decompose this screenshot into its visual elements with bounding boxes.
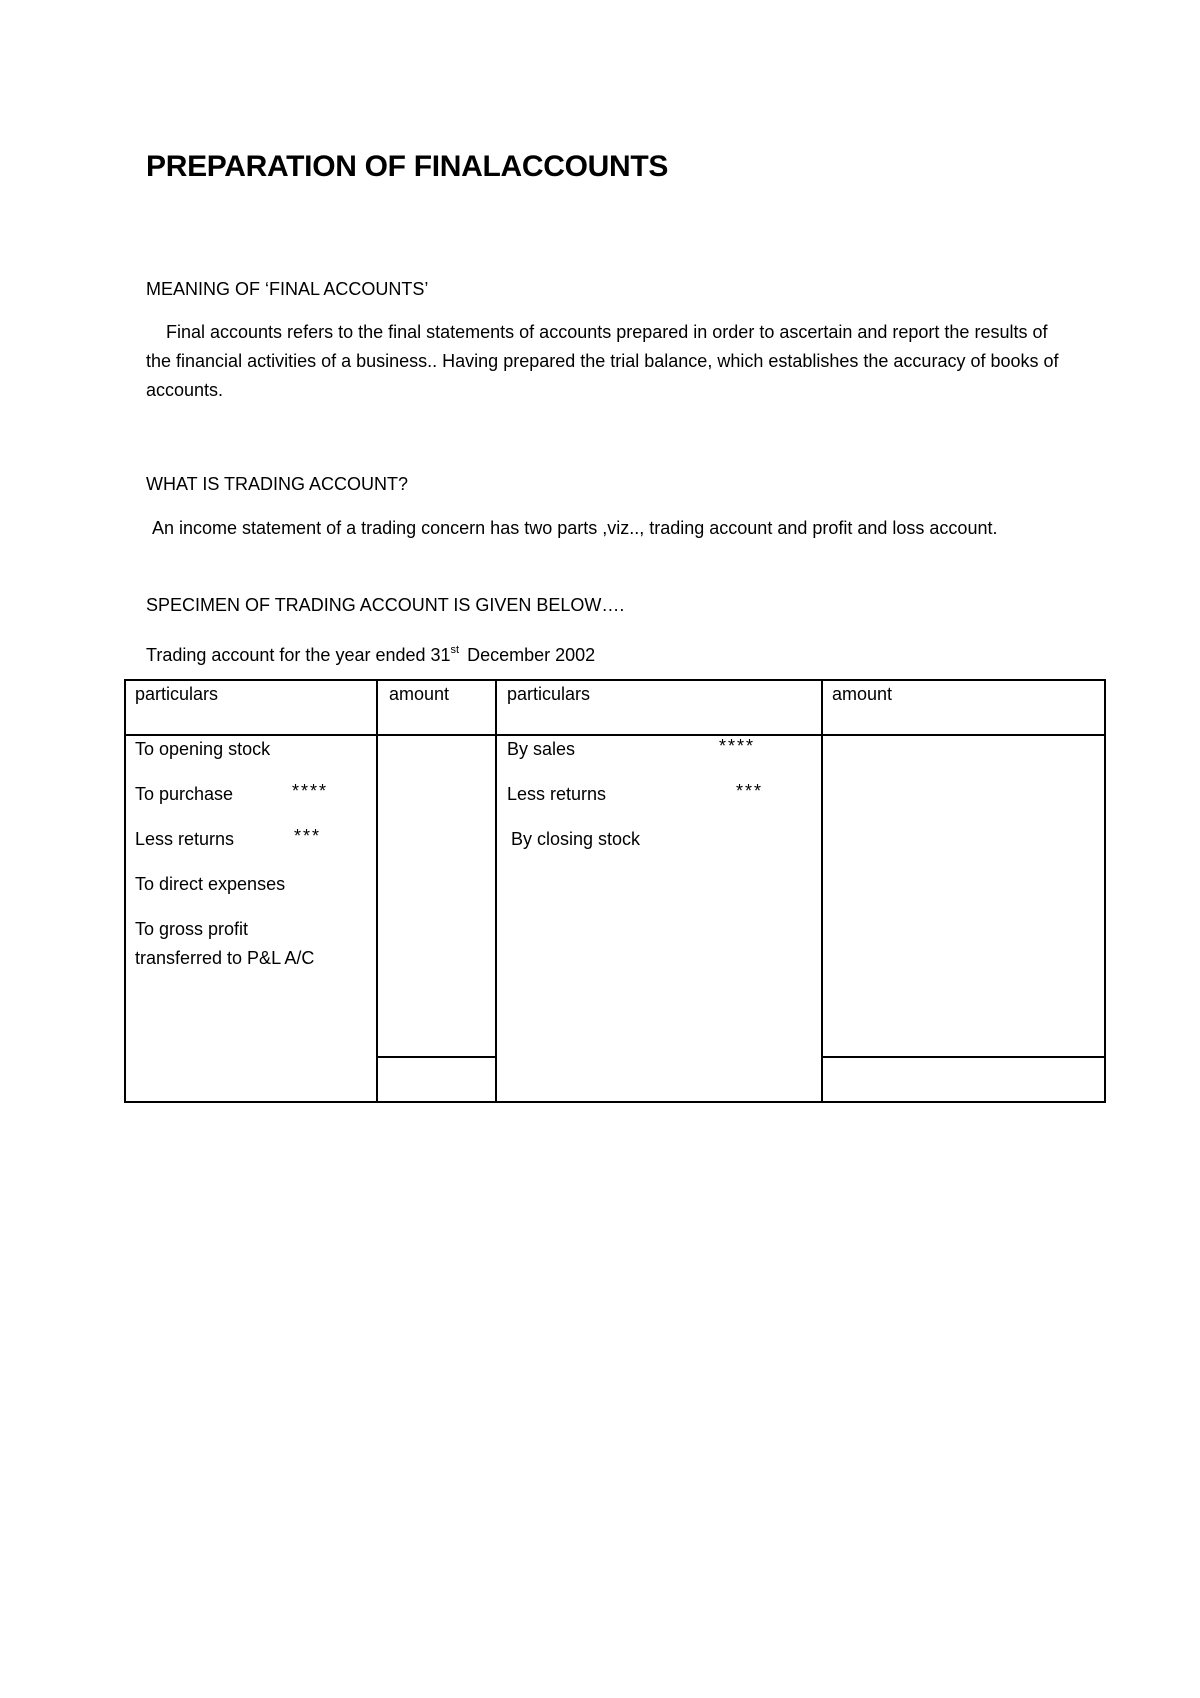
table-col-divider-3 xyxy=(821,679,823,1103)
credit-less-returns-stars: *** xyxy=(736,781,764,801)
caption-suffix: December 2002 xyxy=(467,645,596,665)
debit-amount-total-line xyxy=(376,1056,497,1058)
credit-amount-total-line xyxy=(821,1056,1106,1058)
debit-less-returns-stars: *** xyxy=(294,826,322,846)
debit-purchase-stars: **** xyxy=(292,781,329,801)
caption-prefix: Trading account for the year ended 31 xyxy=(146,645,451,665)
debit-direct-expenses: To direct expenses xyxy=(135,874,286,894)
debit-purchase: To purchase xyxy=(135,784,234,804)
trading-paragraph xyxy=(146,514,1066,543)
meaning-heading: MEANING OF ‘FINAL ACCOUNTS’ xyxy=(146,279,429,299)
table-border-top xyxy=(124,679,1106,681)
table-border-left xyxy=(124,679,126,1103)
header-credit-particulars: particulars xyxy=(507,684,591,704)
meaning-paragraph-text: Final accounts refers to the final statements of accounts prepared in order to ascertain and report the results of the financial activities of a business.. Having prepared the trial balance, which establishes the accuracy of books of accounts. xyxy=(146,322,1059,400)
header-debit-amount: amount xyxy=(389,684,450,704)
table-col-divider-1 xyxy=(376,679,378,1103)
debit-gross-profit-line1: To gross profit xyxy=(135,919,249,939)
table-header-separator xyxy=(124,734,1106,736)
table-border-bottom xyxy=(124,1101,1106,1103)
header-debit-particulars: particulars xyxy=(135,684,219,704)
table-caption xyxy=(146,636,595,670)
credit-sales: By sales xyxy=(507,739,576,759)
credit-closing-stock: By closing stock xyxy=(511,829,641,849)
debit-gross-profit-line2: transferred to P&L A/C xyxy=(135,948,315,968)
document-title: PREPARATION OF FINALACCOUNTS xyxy=(146,150,669,183)
credit-sales-stars: **** xyxy=(719,736,756,756)
trading-account-table xyxy=(124,679,1106,1103)
debit-less-returns: Less returns xyxy=(135,829,235,849)
trading-paragraph-text: An income statement of a trading concern has two parts ,viz.., trading account and profit and loss account. xyxy=(152,518,998,538)
meaning-paragraph xyxy=(146,318,1066,405)
specimen-heading: SPECIMEN OF TRADING ACCOUNT IS GIVEN BELOW…. xyxy=(146,595,625,615)
credit-less-returns: Less returns xyxy=(507,784,607,804)
debit-opening-stock: To opening stock xyxy=(135,739,271,759)
caption-sup: st xyxy=(450,644,460,656)
table-border-right xyxy=(1104,679,1106,1103)
header-credit-amount: amount xyxy=(832,684,893,704)
table-col-divider-2 xyxy=(495,679,497,1103)
trading-heading: WHAT IS TRADING ACCOUNT? xyxy=(146,474,409,494)
